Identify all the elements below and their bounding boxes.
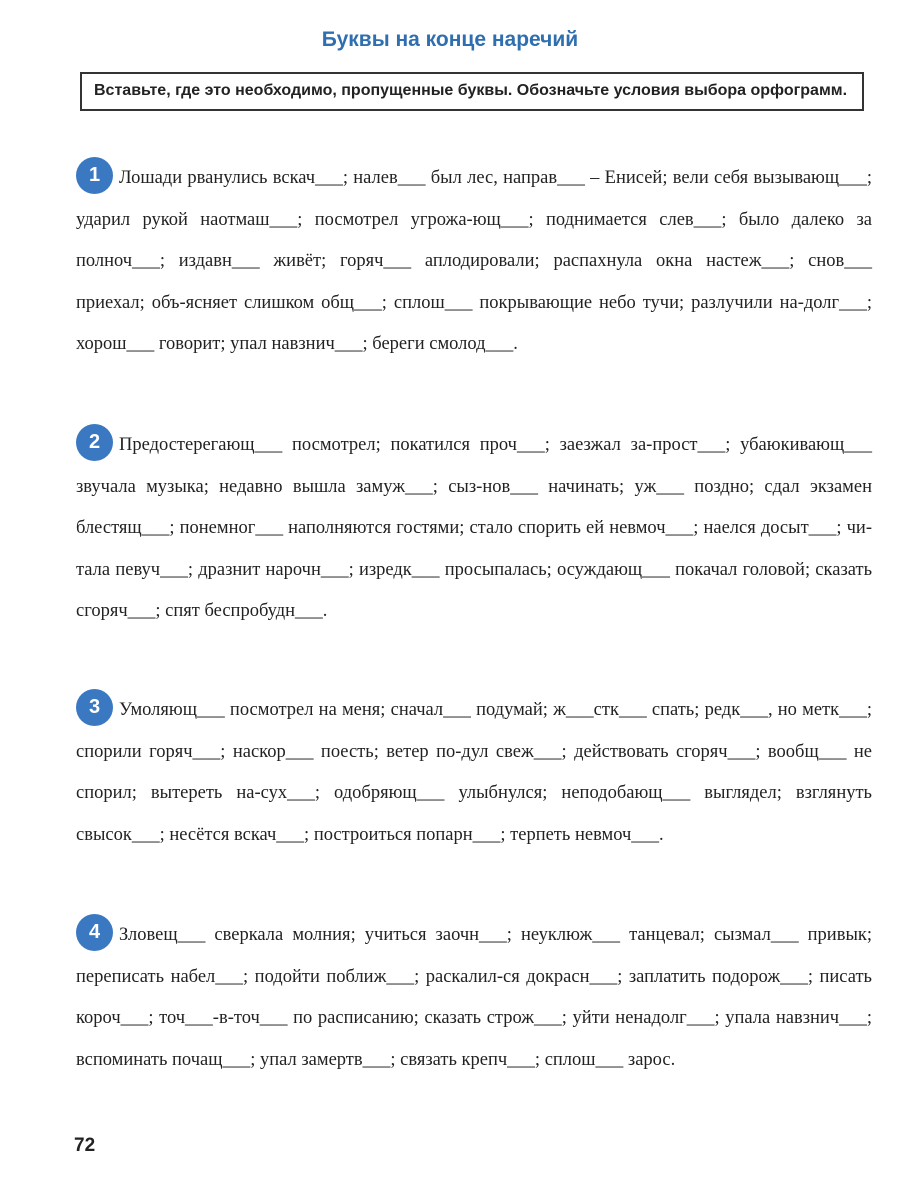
exercise-number-badge: 3 xyxy=(76,689,113,726)
exercise-number-badge: 4 xyxy=(76,914,113,951)
exercise-2 xyxy=(76,425,872,633)
exercise-3 xyxy=(76,690,872,856)
instruction-box: Вставьте, где это необходимо, пропущенные буквы. Обозначьте условия выбора орфограмм. xyxy=(80,72,864,111)
exercise-text: Предостерегающ___ посмотрел; покатился проч___; заезжал за-прост___; убаюкивающ___ звучала музыка; недавно вышла замуж___; сыз-нов___ начинать; уж___ поздно; сдал экзамен блестящ___; понемног___ наполняются гостями; стало спорить ей невмоч___; наелся досыт___; чи-тала певуч___; дразнит нарочн___; изредк___ просыпалась; осуждающ___ покачал головой; сказать сгоряч___; спят беспробудн___. xyxy=(76,435,872,621)
exercise-text: Умоляющ___ посмотрел на меня; сначал___ подумай; ж___стк___ спать; редк___, но метк___; спорили горяч___; наскор___ поесть; ветер по-дул свеж___; действовать сгоряч___; вообщ___ не спорил; вытереть на-сух___; одобряющ___ улыбнулся; неподобающ___ выглядел; взглянуть свысок___; несётся вскач___; построиться попарн___; терпеть невмоч___. xyxy=(76,700,872,845)
exercise-text: Лошади рванулись вскач___; налев___ был лес, направ___ – Енисей; вели себя вызывающ___; ударил рукой наотмаш___; посмотрел угрожа-ющ___; поднимается слев___; было далеко за полноч___; издавн___ живёт; горяч___ аплодировали; распахнула окна настеж___; снов___ приехал; объ-ясняет слишком общ___; сплош___ покрывающие небо тучи; разлучили на-долг___; хорош___ говорит; упал навзнич___; береги смолод___. xyxy=(76,168,872,354)
exercise-number-badge: 2 xyxy=(76,424,113,461)
exercise-4 xyxy=(76,915,872,1081)
exercise-number-badge: 1 xyxy=(76,157,113,194)
exercise-1 xyxy=(76,158,872,366)
page-number: 72 xyxy=(74,1135,96,1156)
exercise-text: Зловещ___ сверкала молния; учиться заочн___; неуклюж___ танцевал; сызмал___ привык; переписать набел___; подойти поближ___; раскалил-ся докрасн___; заплатить подорож___; писать короч___; точ___-в-точ___ по расписанию; сказать строж___; уйти ненадолг___; упала навзнич___; вспоминать почащ___; упал замертв___; связать крепч___; сплош___ зарос. xyxy=(76,925,872,1070)
page-title: Буквы на конце наречий xyxy=(321,28,579,51)
